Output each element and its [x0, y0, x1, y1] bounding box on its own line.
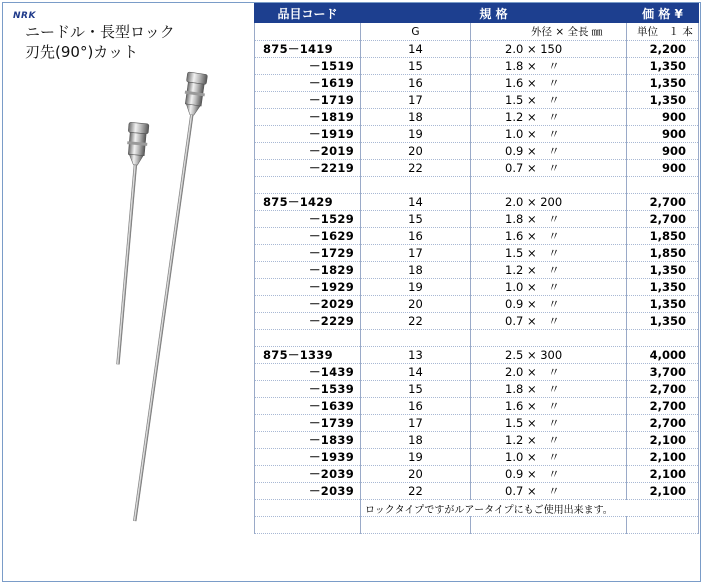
price: 1,350: [627, 75, 699, 92]
gauge: 16: [361, 398, 471, 415]
gauge: 15: [361, 211, 471, 228]
item-code: －1829: [255, 262, 361, 279]
dimensions: 1.0 × 〃: [471, 279, 627, 296]
dimensions: 0.7 × 〃: [471, 313, 627, 330]
gauge: 17: [361, 92, 471, 109]
price: 1,350: [627, 296, 699, 313]
table-row: [255, 262, 699, 279]
table-row: [255, 58, 699, 75]
table-row: [255, 245, 699, 262]
blank-cell: [361, 330, 471, 347]
price: 900: [627, 109, 699, 126]
price: 1,350: [627, 262, 699, 279]
table-row: [255, 279, 699, 296]
table-row: [255, 41, 699, 58]
table-row: [255, 211, 699, 228]
table-row: [255, 126, 699, 143]
price: 2,700: [627, 398, 699, 415]
price: 1,350: [627, 92, 699, 109]
item-code: －1819: [255, 109, 361, 126]
gauge: 13: [361, 347, 471, 364]
gauge: 15: [361, 58, 471, 75]
blank-cell: [255, 517, 361, 534]
separator-row: [255, 500, 699, 517]
gauge: 18: [361, 262, 471, 279]
subheader-empty: [255, 23, 361, 41]
item-code: －1939: [255, 449, 361, 466]
price: 2,100: [627, 466, 699, 483]
table-row: [255, 92, 699, 109]
price: 2,700: [627, 415, 699, 432]
product-title-line-1: ニードル・長型ロック: [25, 23, 175, 41]
dimensions: 1.0 × 〃: [471, 449, 627, 466]
blank-cell: [627, 517, 699, 534]
subheader-unit: 単位 １ 本: [627, 23, 699, 41]
dimensions: 2.0 × 〃: [471, 364, 627, 381]
blank-cell: [471, 330, 627, 347]
short-needle-icon: [108, 122, 149, 365]
item-code: －2019: [255, 143, 361, 160]
item-code: －2039: [255, 483, 361, 500]
dimensions: 2.0 × 150: [471, 41, 627, 58]
dimensions: 1.0 × 〃: [471, 126, 627, 143]
dimensions: 0.9 × 〃: [471, 143, 627, 160]
table-row: [255, 483, 699, 500]
item-code: －1519: [255, 58, 361, 75]
price: 2,100: [627, 449, 699, 466]
table-row: [255, 194, 699, 211]
blank-cell: [471, 517, 627, 534]
dimensions: 0.7 × 〃: [471, 483, 627, 500]
item-code: －2039: [255, 466, 361, 483]
product-title-line-2: 刃先(90°)カット: [25, 43, 139, 61]
gauge: 16: [361, 75, 471, 92]
gauge: 22: [361, 483, 471, 500]
item-code: －1719: [255, 92, 361, 109]
item-code: 875－1429: [255, 194, 361, 211]
price: 1,850: [627, 228, 699, 245]
blank-cell: [361, 177, 471, 194]
dimensions: 1.8 × 〃: [471, 58, 627, 75]
needle-illustration-icon: [3, 3, 253, 581]
gauge: 20: [361, 466, 471, 483]
table-row: [255, 228, 699, 245]
header-spec: 規 格: [361, 4, 627, 23]
gauge: 15: [361, 381, 471, 398]
item-code: －1619: [255, 75, 361, 92]
price: 1,350: [627, 279, 699, 296]
table-row: [255, 109, 699, 126]
table-row: [255, 449, 699, 466]
table-row: [255, 432, 699, 449]
item-code: －1919: [255, 126, 361, 143]
price: 2,700: [627, 211, 699, 228]
gauge: 17: [361, 245, 471, 262]
dimensions: 1.2 × 〃: [471, 432, 627, 449]
item-code: 875－1339: [255, 347, 361, 364]
item-code: －1729: [255, 245, 361, 262]
gauge: 17: [361, 415, 471, 432]
gauge: 18: [361, 432, 471, 449]
dimensions: 1.8 × 〃: [471, 211, 627, 228]
price: 2,100: [627, 483, 699, 500]
table-row: [255, 415, 699, 432]
dimensions: 2.5 × 300: [471, 347, 627, 364]
dimensions: 0.9 × 〃: [471, 296, 627, 313]
subheader-dimensions: 外径 × 全長 ㎜: [471, 23, 627, 41]
dimensions: 1.6 × 〃: [471, 75, 627, 92]
dimensions: 0.7 × 〃: [471, 160, 627, 177]
spec-table: [254, 3, 699, 534]
dimensions: 1.2 × 〃: [471, 109, 627, 126]
gauge: 18: [361, 109, 471, 126]
price: 900: [627, 143, 699, 160]
item-code: －1629: [255, 228, 361, 245]
item-code: －2219: [255, 160, 361, 177]
table-row: [255, 313, 699, 330]
table-row: [255, 381, 699, 398]
header-price: 価 格 ¥: [627, 4, 699, 23]
table-row: [255, 466, 699, 483]
item-code: －2229: [255, 313, 361, 330]
price: 2,700: [627, 381, 699, 398]
dimensions: 1.5 × 〃: [471, 415, 627, 432]
note-empty: [255, 500, 361, 517]
price: 900: [627, 126, 699, 143]
blank-cell: [255, 330, 361, 347]
item-code: －1839: [255, 432, 361, 449]
dimensions: 1.2 × 〃: [471, 262, 627, 279]
price: 4,000: [627, 347, 699, 364]
table-row: [255, 296, 699, 313]
gauge: 16: [361, 228, 471, 245]
price: 3,700: [627, 364, 699, 381]
gauge: 20: [361, 296, 471, 313]
price: 1,850: [627, 245, 699, 262]
subheader-g: G: [361, 23, 471, 41]
price: 2,700: [627, 194, 699, 211]
header-code: 品目コード: [255, 4, 361, 23]
dimensions: 1.6 × 〃: [471, 398, 627, 415]
gauge: 14: [361, 364, 471, 381]
dimensions: 2.0 × 200: [471, 194, 627, 211]
gauge: 22: [361, 160, 471, 177]
price: 1,350: [627, 58, 699, 75]
dimensions: 1.5 × 〃: [471, 245, 627, 262]
usage-note: ロックタイプですがルアータイプにもご使用出来ます。: [361, 500, 699, 517]
dimensions: 1.8 × 〃: [471, 381, 627, 398]
item-code: 875－1419: [255, 41, 361, 58]
gauge: 19: [361, 449, 471, 466]
dimensions: 0.9 × 〃: [471, 466, 627, 483]
product-panel: [3, 3, 253, 581]
blank-cell: [627, 330, 699, 347]
table-row: [255, 398, 699, 415]
item-code: －2029: [255, 296, 361, 313]
item-code: －1539: [255, 381, 361, 398]
gauge: 14: [361, 194, 471, 211]
item-code: －1529: [255, 211, 361, 228]
item-code: －1639: [255, 398, 361, 415]
blank-cell: [471, 177, 627, 194]
table-header-row: [255, 4, 699, 23]
separator-row: [255, 330, 699, 347]
price: 2,200: [627, 41, 699, 58]
table-row: [255, 75, 699, 92]
brand-logo: NRK: [13, 11, 36, 21]
gauge: 20: [361, 143, 471, 160]
blank-cell: [255, 177, 361, 194]
gauge: 22: [361, 313, 471, 330]
blank-cell: [627, 177, 699, 194]
price: 900: [627, 160, 699, 177]
table-row: [255, 364, 699, 381]
item-code: －1929: [255, 279, 361, 296]
separator-row: [255, 177, 699, 194]
gauge: 19: [361, 126, 471, 143]
blank-cell: [361, 517, 471, 534]
table-subheader-row: [255, 23, 699, 41]
table-row: [255, 160, 699, 177]
price: 2,100: [627, 432, 699, 449]
table-row: [255, 143, 699, 160]
dimensions: 1.6 × 〃: [471, 228, 627, 245]
gauge: 14: [361, 41, 471, 58]
item-code: －1439: [255, 364, 361, 381]
gauge: 19: [361, 279, 471, 296]
price: 1,350: [627, 313, 699, 330]
table-row: [255, 347, 699, 364]
dimensions: 1.5 × 〃: [471, 92, 627, 109]
trailing-row: [255, 517, 699, 534]
item-code: －1739: [255, 415, 361, 432]
